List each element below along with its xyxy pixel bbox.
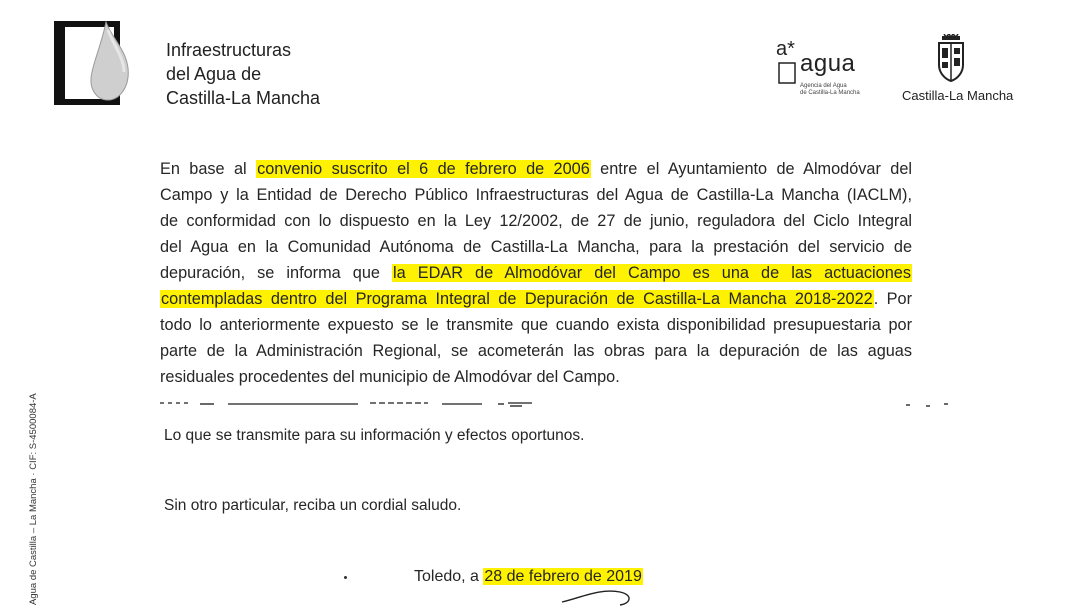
agua-logo-sub1: Agencia del Agua [800, 83, 847, 89]
body-line-3: de conformidad con lo dispuesto en la Ley 12/2002, de 27 de junio, reguladora del Ciclo Integral [160, 212, 912, 230]
agua-logo-subtitle [800, 83, 860, 97]
body-line-1 [160, 156, 912, 182]
org-name-line2: del Agua de [166, 64, 262, 84]
body-line-4: del Agua en la Comunidad Autónoma de Castilla-La Mancha, para la prestación del servicio de [160, 238, 912, 256]
agua-logo-sub2: de Castilla-La Mancha [800, 90, 860, 96]
body-line-5 [160, 260, 912, 286]
closing-line-1: Lo que se transmite para su información y efectos oportunos. [164, 427, 585, 444]
org-name-line3: Castilla-La Mancha [166, 88, 321, 108]
body-text-run: entre el Ayuntamiento de Almodóvar del [590, 160, 913, 178]
scan-dash-divider [158, 398, 958, 410]
clm-coat-of-arms-icon [936, 34, 966, 82]
highlight-programa: contempladas dentro del Programa Integral de Depuración de Castilla-La Mancha 2018-2022 [161, 290, 873, 308]
highlight-convenio: convenio suscrito el 6 de febrero de 2006 [257, 160, 590, 178]
body-text-run: En base al [160, 160, 257, 178]
body-text-run: . Por [873, 290, 912, 308]
body-paragraph [160, 156, 912, 390]
agua-box-icon [778, 62, 796, 84]
org-name-line1: Infraestructuras [166, 40, 292, 60]
clm-logo-text: Castilla-La Mancha [902, 88, 1014, 103]
body-line-8: parte de la Administración Regional, se acometerán las obras para la depuración de las aguas [160, 342, 912, 360]
body-line-7: todo lo anteriormente expuesto se le transmite que cuando exista disponibilidad presupuestaria por [160, 316, 912, 334]
water-drop-logo-icon [54, 20, 154, 108]
org-name [166, 38, 320, 110]
signature-stroke [560, 584, 670, 606]
highlight-edar: la EDAR de Almodóvar del Campo es una de las actuaciones [393, 264, 911, 282]
side-margin-note: Agua de Castilla – La Mancha · CIF: S-4500084-A [28, 393, 39, 605]
highlight-date: 28 de febrero de 2019 [484, 568, 642, 585]
place-text: Toledo, a [414, 568, 484, 585]
body-line-2: Campo y la Entidad de Derecho Público Infraestructuras del Agua de Castilla-La Mancha (IACLM), [160, 186, 912, 204]
agua-logo-word: agua [800, 50, 856, 77]
body-line-9: residuales procedentes del municipio de Almodóvar del Campo. [160, 368, 620, 386]
body-text-run: depuración, se informa que [160, 264, 392, 282]
agua-agency-logo-icon: a* [776, 38, 795, 60]
clm-logo [898, 34, 1014, 108]
body-line-6 [160, 286, 912, 312]
scan-dot [344, 576, 347, 579]
closing-line-2: Sin otro particular, reciba un cordial saludo. [164, 497, 462, 514]
agua-agency-logo [776, 38, 880, 108]
iaclm-logo [54, 20, 154, 108]
